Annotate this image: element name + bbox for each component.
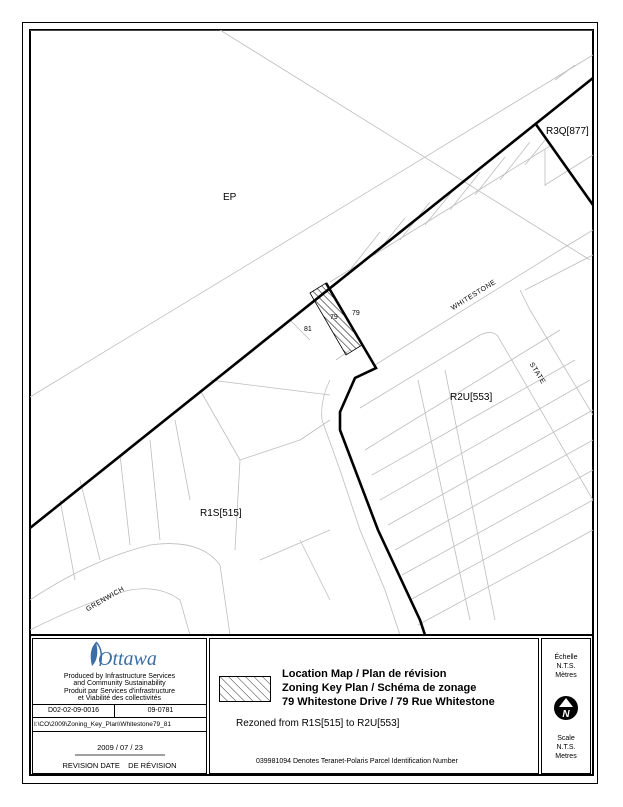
street-state: STATE bbox=[527, 361, 547, 386]
revision-date: 2009 / 07 / 23 bbox=[97, 743, 143, 752]
file-path: I:\CO\2009\Zoning_Key_Plan\Whitestone79_81 bbox=[34, 721, 171, 728]
zone-boundaries bbox=[30, 78, 593, 635]
file-number: D02-02-09-0016 bbox=[48, 707, 99, 714]
nts-top: N.T.S. bbox=[556, 663, 576, 670]
north-arrow-icon bbox=[553, 695, 579, 721]
street-grenwich: GRENWICH bbox=[85, 585, 126, 614]
scale-label: Scale bbox=[557, 735, 575, 742]
legend-hatch-svg bbox=[219, 676, 271, 702]
lot-number-79-parcel: 79 bbox=[330, 314, 338, 321]
lot-number-81: 81 bbox=[304, 326, 312, 333]
zone-label-r1s: R1S[515] bbox=[200, 508, 242, 519]
metres-bottom: Metres bbox=[555, 753, 577, 760]
produced-by-fr-2: et Viabilité des collectivités bbox=[77, 695, 162, 702]
nts-bottom: N.T.S. bbox=[556, 744, 576, 751]
north-arrow-svg bbox=[553, 695, 579, 721]
rezoned-text: Rezoned from R1S[515] to R2U[553] bbox=[236, 718, 400, 729]
map-panel bbox=[30, 30, 593, 635]
zone-label-r3q: R3Q[877] bbox=[546, 126, 589, 137]
revision-date-underline bbox=[75, 754, 165, 756]
pin-note: 039981094 Denotes Teranet-Polaris Parcel Identification Number bbox=[256, 758, 458, 765]
ottawa-logo bbox=[86, 640, 156, 672]
metres-top: Mètres bbox=[555, 672, 577, 679]
produced-by-fr-1: Produit par Services d'infrastructure bbox=[63, 688, 176, 695]
zone-label-ep: EP bbox=[223, 192, 237, 203]
footer-rule bbox=[29, 633, 594, 637]
produced-by-en-1: Produced by Infrastructure Services bbox=[63, 673, 176, 680]
title-line-2: Zoning Key Plan / Schéma de zonage bbox=[282, 682, 477, 694]
echelle-label: Échelle bbox=[554, 654, 578, 661]
zone-label-r2u: R2U[553] bbox=[450, 392, 493, 403]
app-number: 09-0781 bbox=[147, 707, 174, 714]
street-whitestone: WHITESTONE bbox=[450, 278, 498, 313]
legend-hatch-swatch bbox=[219, 676, 271, 707]
ottawa-logo-text: Ottawa bbox=[98, 648, 157, 670]
title-line-1: Location Map / Plan de révision bbox=[282, 668, 447, 680]
title-line-3: 79 Whitestone Drive / 79 Rue Whitestone bbox=[282, 696, 495, 708]
lot-number-79: 79 bbox=[352, 310, 360, 317]
svg-text:N: N bbox=[562, 709, 570, 720]
revision-label: REVISION DATE DE RÉVISION bbox=[62, 761, 177, 770]
produced-by-en-2: and Community Sustainability bbox=[73, 680, 166, 687]
